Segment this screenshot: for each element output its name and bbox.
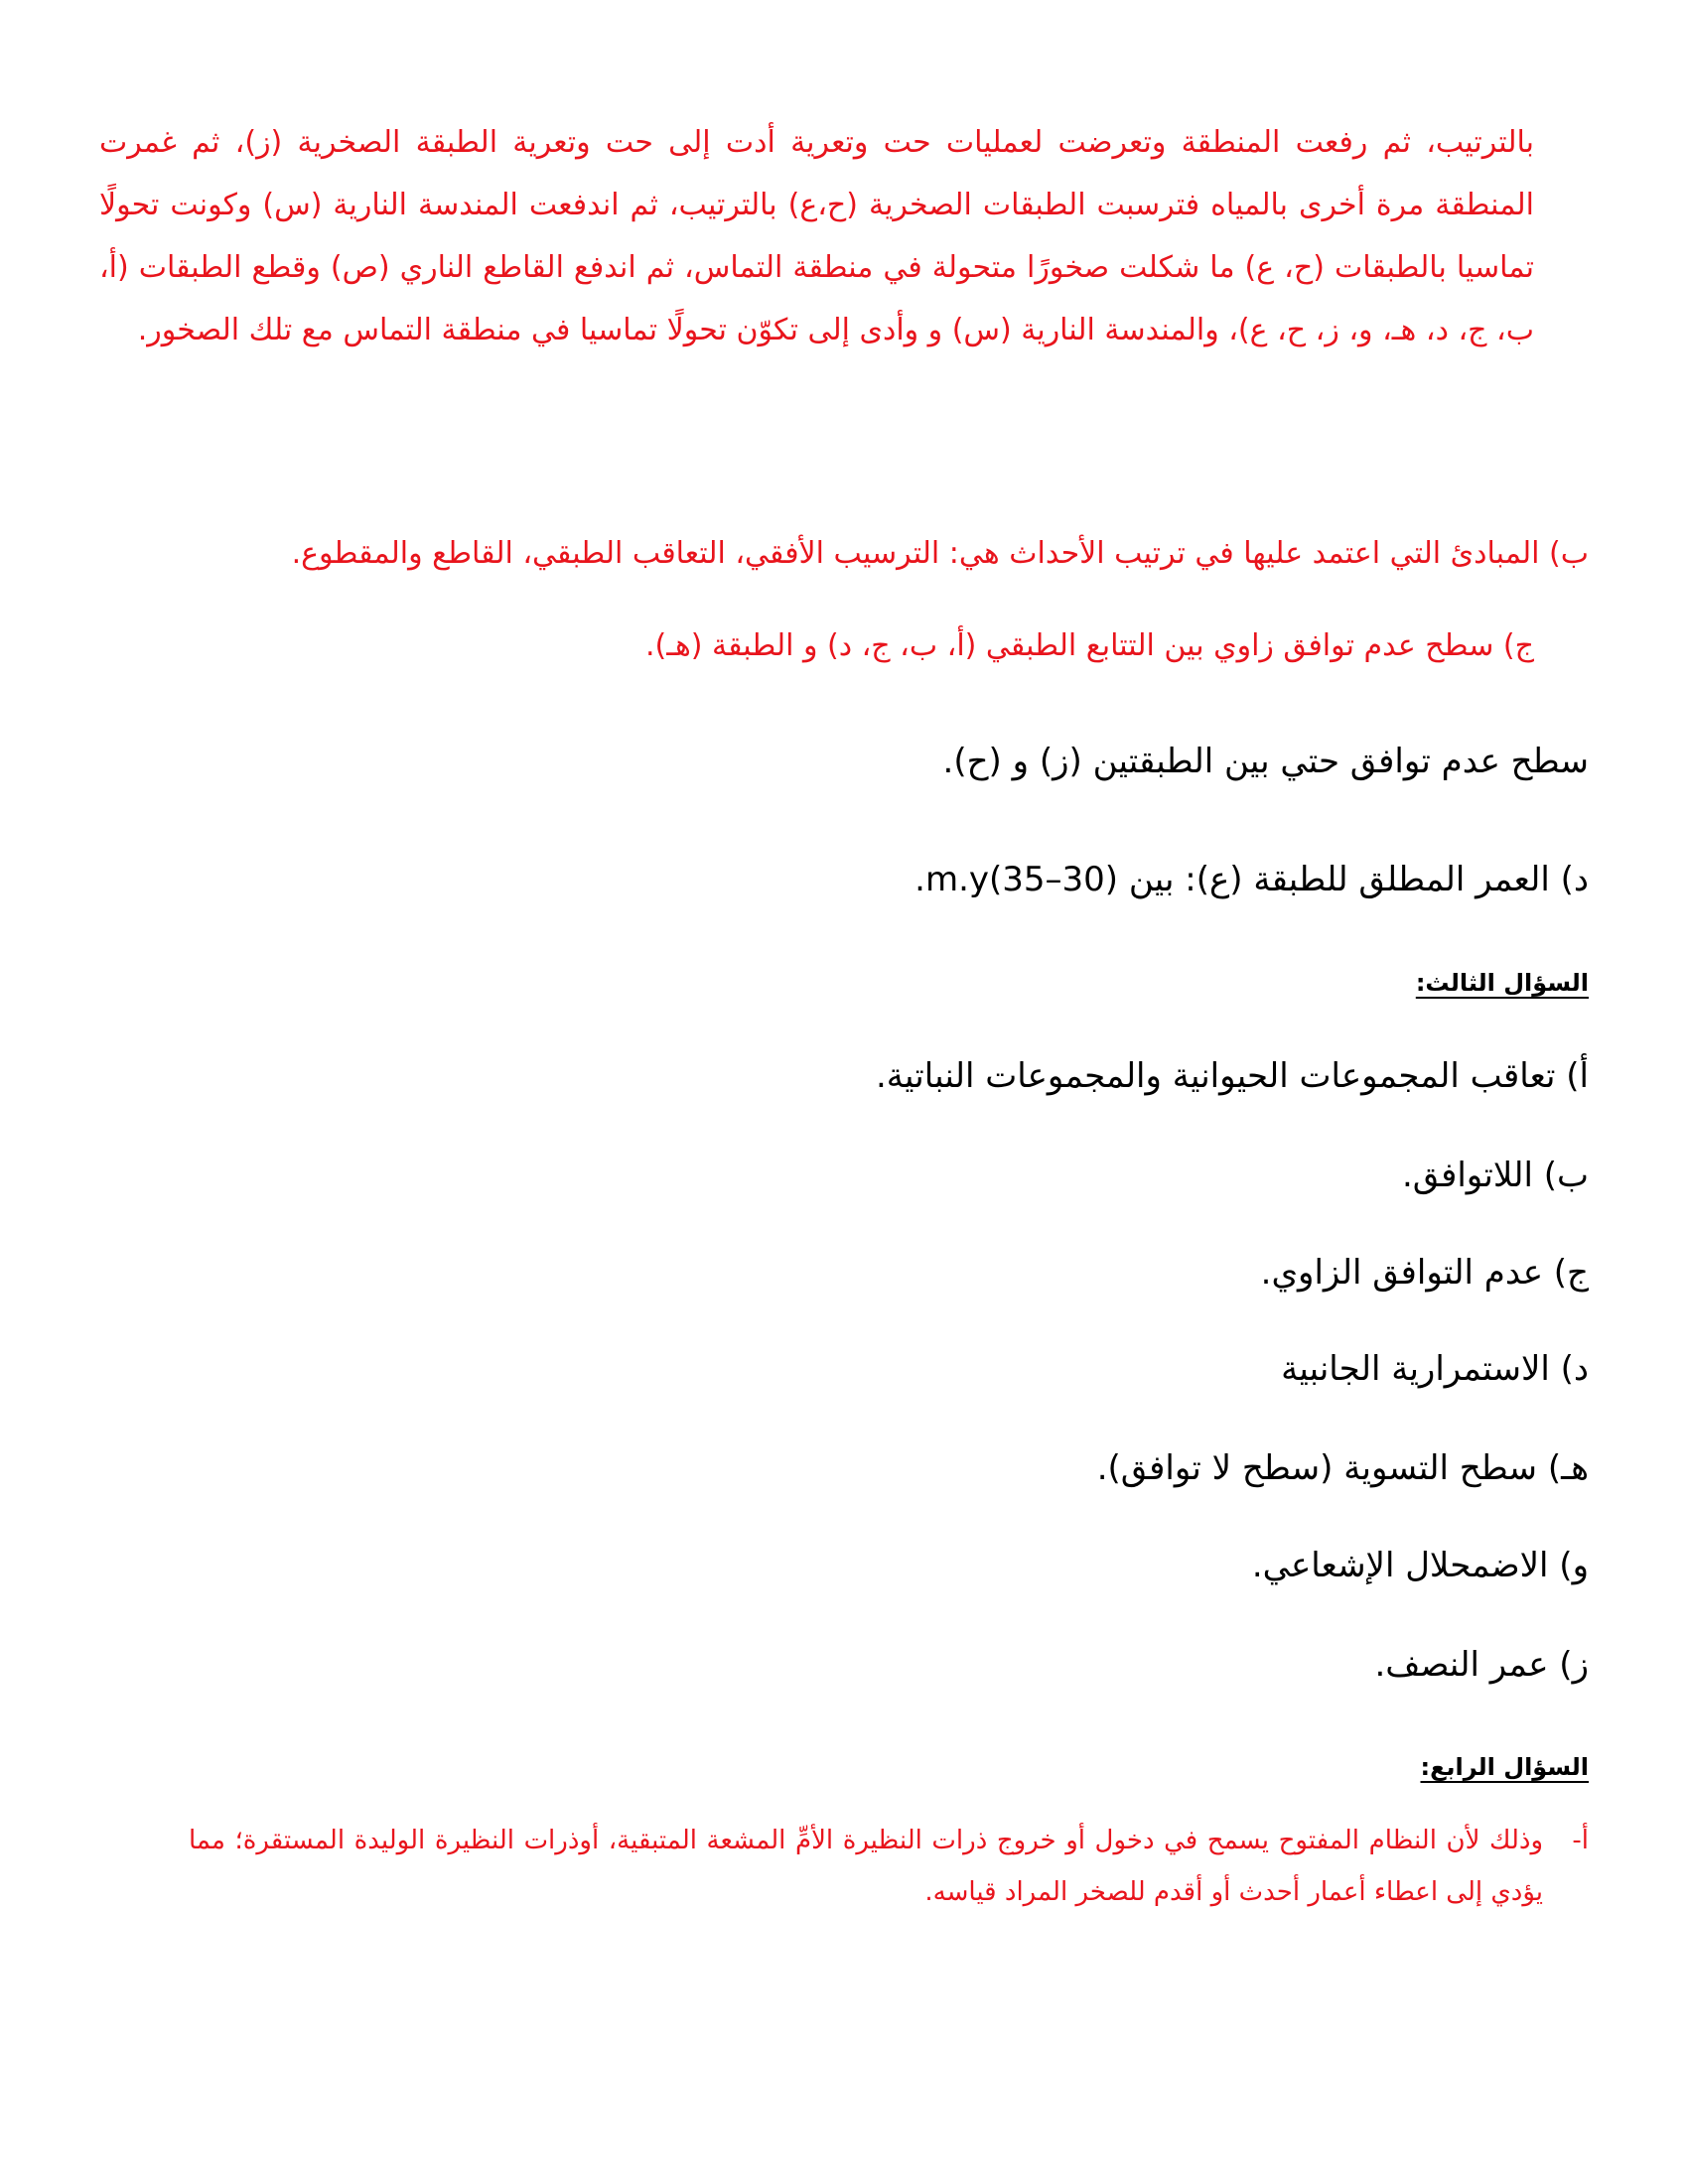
q3-item-d: د) الاستمرارية الجانبية [1281,1349,1589,1389]
q4-heading [1420,1747,1589,1787]
q3-item-g: ز) عمر النصف. [1374,1645,1589,1685]
q4-heading-text: السؤال الرابع: [1420,1753,1589,1781]
q2-part-c-second-surface: سطح عدم توافق حتي بين الطبقتين (ز) و (ح). [942,742,1589,781]
q3-item-b: ب) اللاتوافق. [1401,1156,1589,1195]
q3-item-e: هـ) سطح التسوية (سطح لا توافق). [1096,1448,1589,1488]
q3-item-f: و) الاضمحلال الإشعاعي. [1251,1546,1589,1585]
q2-part-b: ب) المبادئ التي اعتمد عليها في ترتيب الأحداث هي: الترسيب الأفقي، التعاقب الطبقي، القاطع والمقطوع. [291,536,1589,571]
q3-heading [1416,963,1589,1003]
q4-item-a-text: وذلك لأن النظام المفتوح يسمح في دخول أو خروج ذرات النظيرة الأمِّ المشعة المتبقية، أوذرات النظيرة الوليدة المستقرة؛ مما يؤدي إلى اعطاء أعمار أحدث أو أقدم للصخر المراد قياسه. [189,1826,1543,1907]
q4-item-a [189,1815,1589,1918]
q2-part-a-continuation: بالترتيب، ثم رفعت المنطقة وتعرضت لعمليات حت وتعرية أدت إلى حت وتعرية الطبقة الصخرية (ز)، ثم غمرت المنطقة مرة أخرى بالمياه فترسبت الطبقات الصخرية (ح،ع) بالترتيب، ثم اندفعت المندسة النارية (س) وكونت تحولًا تماسيا بالطبقات (ح، ع) ما شكلت صخورًا متحولة في منطقة التماس، ثم اندفع القاطع الناري (ص) وقطع الطبقات (أ، ب، ج، د، هـ، و، ز، ح، ع)، والمندسة النارية (س) و وأدى إلى تكوّن تحولًا تماسيا في منطقة التماس مع تلك الصخور. [99,125,1534,347]
q4-item-a-marker: أ- [1572,1826,1589,1855]
q3-heading-text: السؤال الثالث: [1415,969,1589,997]
q2-part-d: د) العمر المطلق للطبقة (ع): بين m.y(35–30). [914,860,1589,899]
q2-part-c: ج) سطح عدم توافق زاوي بين التتابع الطبقي (أ، ب، ج، د) و الطبقة (هـ). [644,628,1534,663]
q3-item-c: ج) عدم التوافق الزاوي. [1260,1253,1589,1293]
q3-item-a: أ) تعاقب المجموعات الحيوانية والمجموعات النباتية. [875,1056,1589,1096]
